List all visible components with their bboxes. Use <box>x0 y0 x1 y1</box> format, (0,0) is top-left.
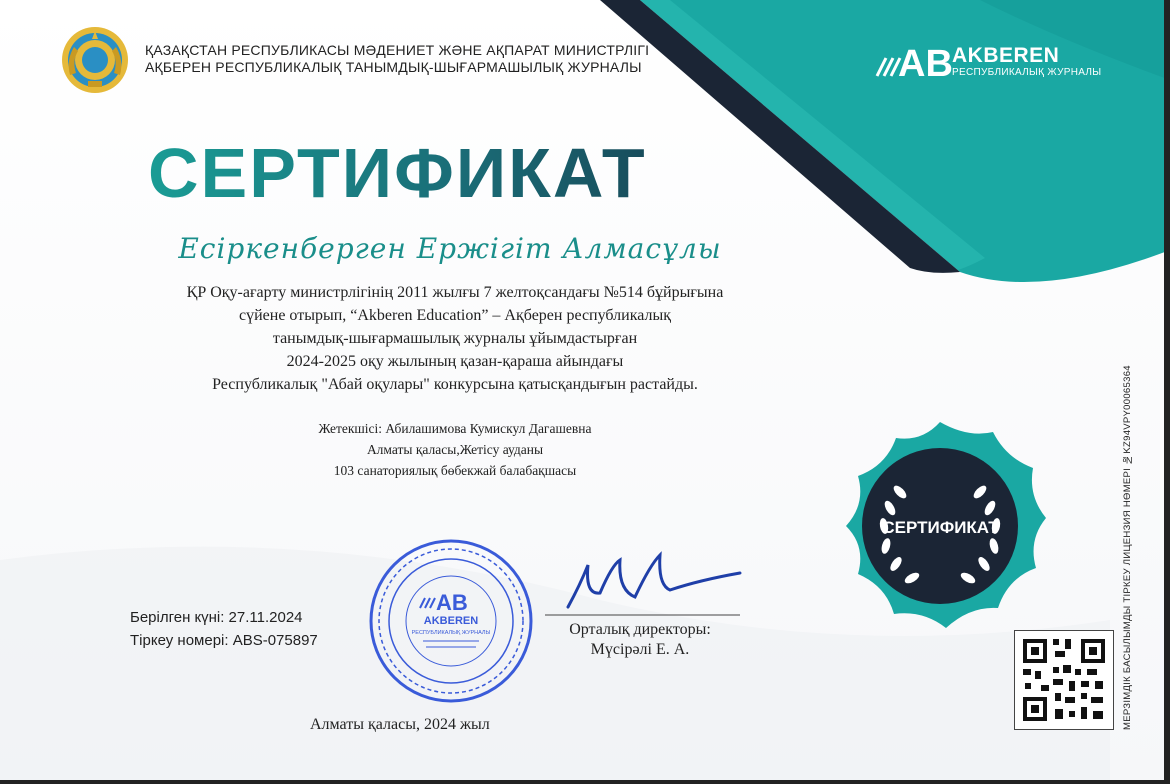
certificate-body <box>80 281 830 396</box>
logo-subtitle: РЕСПУБЛИКАЛЫҚ ЖУРНАЛЫ <box>952 67 1102 78</box>
body-line: Республикалық "Абай оқулары" конкурсына қатысқандығын растайды. <box>212 376 698 393</box>
recipient-name: Есіркенберген Ержігіт Алмасұлы <box>178 232 722 265</box>
director-signature <box>540 545 750 620</box>
ministry-line-1: ҚАЗАҚСТАН РЕСПУБЛИКАСЫ МӘДЕНИЕТ ЖӘНЕ АҚПАРАТ МИНИСТРЛІГІ <box>145 42 650 58</box>
kazakhstan-emblem-icon <box>60 25 130 95</box>
city-year: Алматы қаласы, 2024 жыл <box>310 716 490 733</box>
body-line: ҚР Оқу-ағарту министрлігінің 2011 жылғы 7 желтоқсандағы №514 бұйрығына <box>186 284 724 301</box>
ministry-header <box>145 42 649 76</box>
supervisor-info <box>230 418 680 481</box>
license-number: МЕРЗІМДІК БАСЫЛЫМДЫ ТІРКЕУ ЛИЦЕНЗИЯ НӨМЕРІ №KZ94VPY00065364 <box>1122 365 1133 730</box>
location-line: Алматы қаласы,Жетісу ауданы <box>366 442 544 457</box>
stamp-subtitle: РЕСПУБЛИКАЛЫҚ ЖУРНАЛЫ <box>411 630 491 636</box>
director-title: Орталық директоры: <box>569 621 711 638</box>
institution-line: 103 санаториялық бөбекжай балабақшасы <box>333 463 577 478</box>
badge-label: СЕРТИФИКАТ <box>882 518 999 537</box>
body-line: 2024-2025 оқу жылының қазан-қараша айындағы <box>286 353 624 370</box>
certificate-title: СЕРТИФИКАТ <box>148 134 647 212</box>
issue-details <box>130 606 318 652</box>
director-name: Мүсірәлі Е. А. <box>590 641 690 658</box>
body-line: сүйене отырып, “Akberen Education” – Ақберен республикалық <box>239 307 671 324</box>
supervisor-line: Жетекшісі: Абилашимова Кумискул Дагашевна <box>318 421 592 436</box>
issued-date: Берілген күні: 27.11.2024 <box>130 609 303 626</box>
stamp-name: AKBEREN <box>423 615 479 627</box>
logo-name: AKBEREN <box>952 44 1060 67</box>
registration-number: Тіркеу номері: ABS-075897 <box>130 632 318 649</box>
logo-mark-text: AB <box>898 43 953 85</box>
qr-code <box>1014 630 1114 730</box>
body-line: танымдық-шығармашылық журналы ұйымдастырған <box>272 330 638 347</box>
official-stamp <box>368 538 534 704</box>
svg-text:AB: AB <box>436 590 468 615</box>
director-block <box>550 620 730 660</box>
ministry-line-2: АҚБЕРЕН РЕСПУБЛИКАЛЫҚ ТАНЫМДЫҚ-ШЫҒАРМАШЫЛЫҚ ЖУРНАЛЫ <box>145 59 642 75</box>
